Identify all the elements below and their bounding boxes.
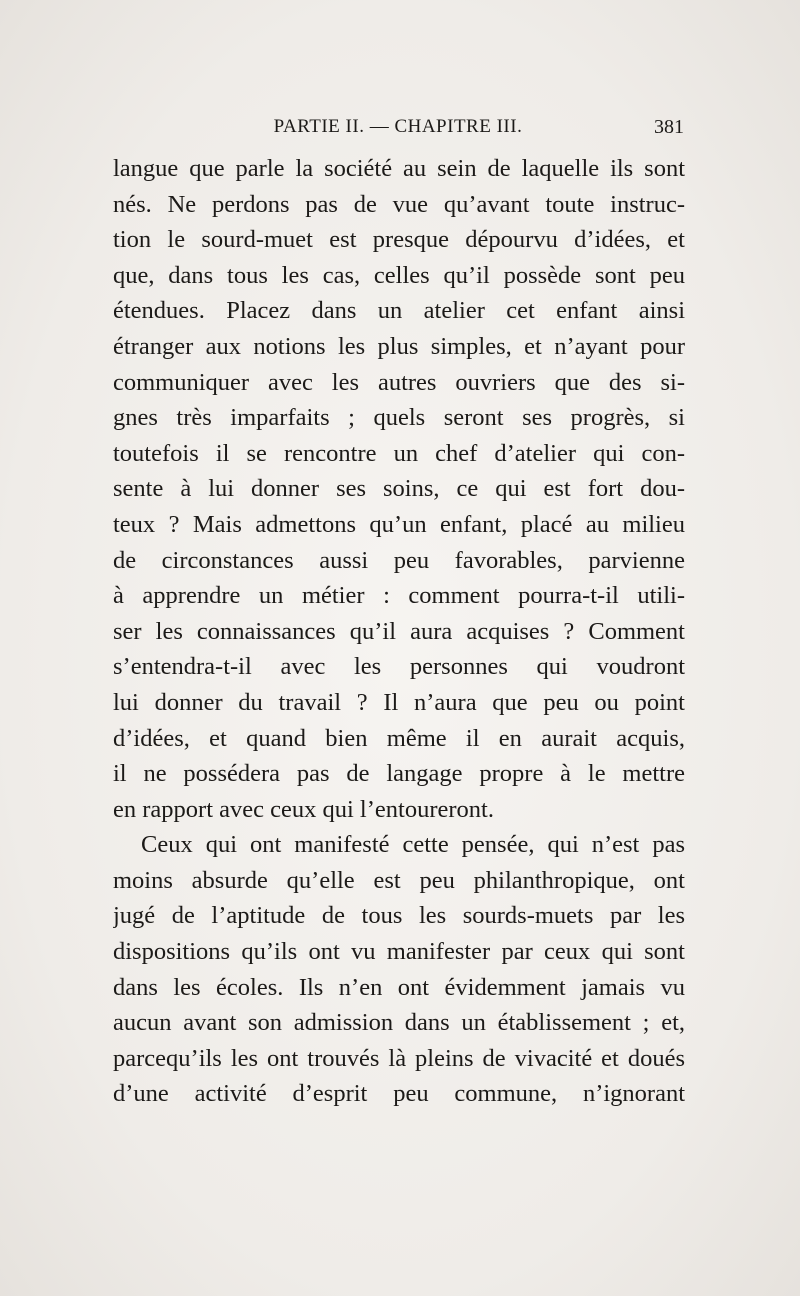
text-line: étranger aux notions les plus simples, et n’ayant pour <box>113 332 685 360</box>
text-line: ser les connaissances qu’il aura acquises ? Comment <box>113 617 685 645</box>
text-line: en rapport avec ceux qui l’entoureront. <box>113 795 494 823</box>
page-number: 381 <box>654 116 684 138</box>
text-line: nés. Ne perdons pas de vue qu’avant toute instruc- <box>113 190 685 218</box>
text-line: lui donner du travail ? Il n’aura que peu ou point <box>113 688 685 716</box>
text-line: tion le sourd-muet est presque dépourvu d’idées, et <box>113 226 685 254</box>
text-line: toutefois il se rencontre un chef d’atelier qui con- <box>113 439 685 467</box>
text-line: sente à lui donner ses soins, ce qui est fort dou- <box>113 475 685 503</box>
text-line: que, dans tous les cas, celles qu’il possède sont peu <box>113 261 685 289</box>
text-line: d’idées, et quand bien même il en aurait acquis, <box>113 724 685 752</box>
text-line: dispositions qu’ils ont vu manifester par ceux qui sont <box>113 938 685 966</box>
text-line: aucun avant son admission dans un établissement ; et, <box>113 1009 685 1037</box>
text-line: parcequ’ils les ont trouvés là pleins de vivacité et doués <box>113 1044 685 1072</box>
text-line: à apprendre un métier : comment pourra-t-il utili- <box>113 582 685 610</box>
text-line: gnes très imparfaits ; quels seront ses progrès, si <box>113 404 685 432</box>
text-line: teux ? Mais admettons qu’un enfant, placé au milieu <box>113 510 685 538</box>
text-line: d’une activité d’esprit peu commune, n’ignorant <box>113 1080 685 1108</box>
text-line: jugé de l’aptitude de tous les sourds-muets par les <box>113 902 685 930</box>
text-line: étendues. Placez dans un atelier cet enfant ainsi <box>113 297 685 325</box>
text-line: langue que parle la société au sein de laquelle ils sont <box>113 155 685 182</box>
body-text <box>113 151 685 1112</box>
text-line: moins absurde qu’elle est peu philanthropique, ont <box>113 866 685 894</box>
running-head <box>112 116 684 146</box>
running-title: PARTIE II. — CHAPITRE III. <box>273 116 523 137</box>
text-line: Ceux qui ont manifesté cette pensée, qui n’est pas <box>141 831 685 859</box>
text-line: dans les écoles. Ils n’en ont évidemment jamais vu <box>113 973 685 1001</box>
text-line: s’entendra-t-il avec les personnes qui voudront <box>113 653 685 681</box>
text-line: de circonstances aussi peu favorables, parvienne <box>113 546 685 574</box>
text-line: il ne possédera pas de langage propre à le mettre <box>113 760 685 788</box>
text-line: communiquer avec les autres ouvriers que des si- <box>113 368 685 396</box>
